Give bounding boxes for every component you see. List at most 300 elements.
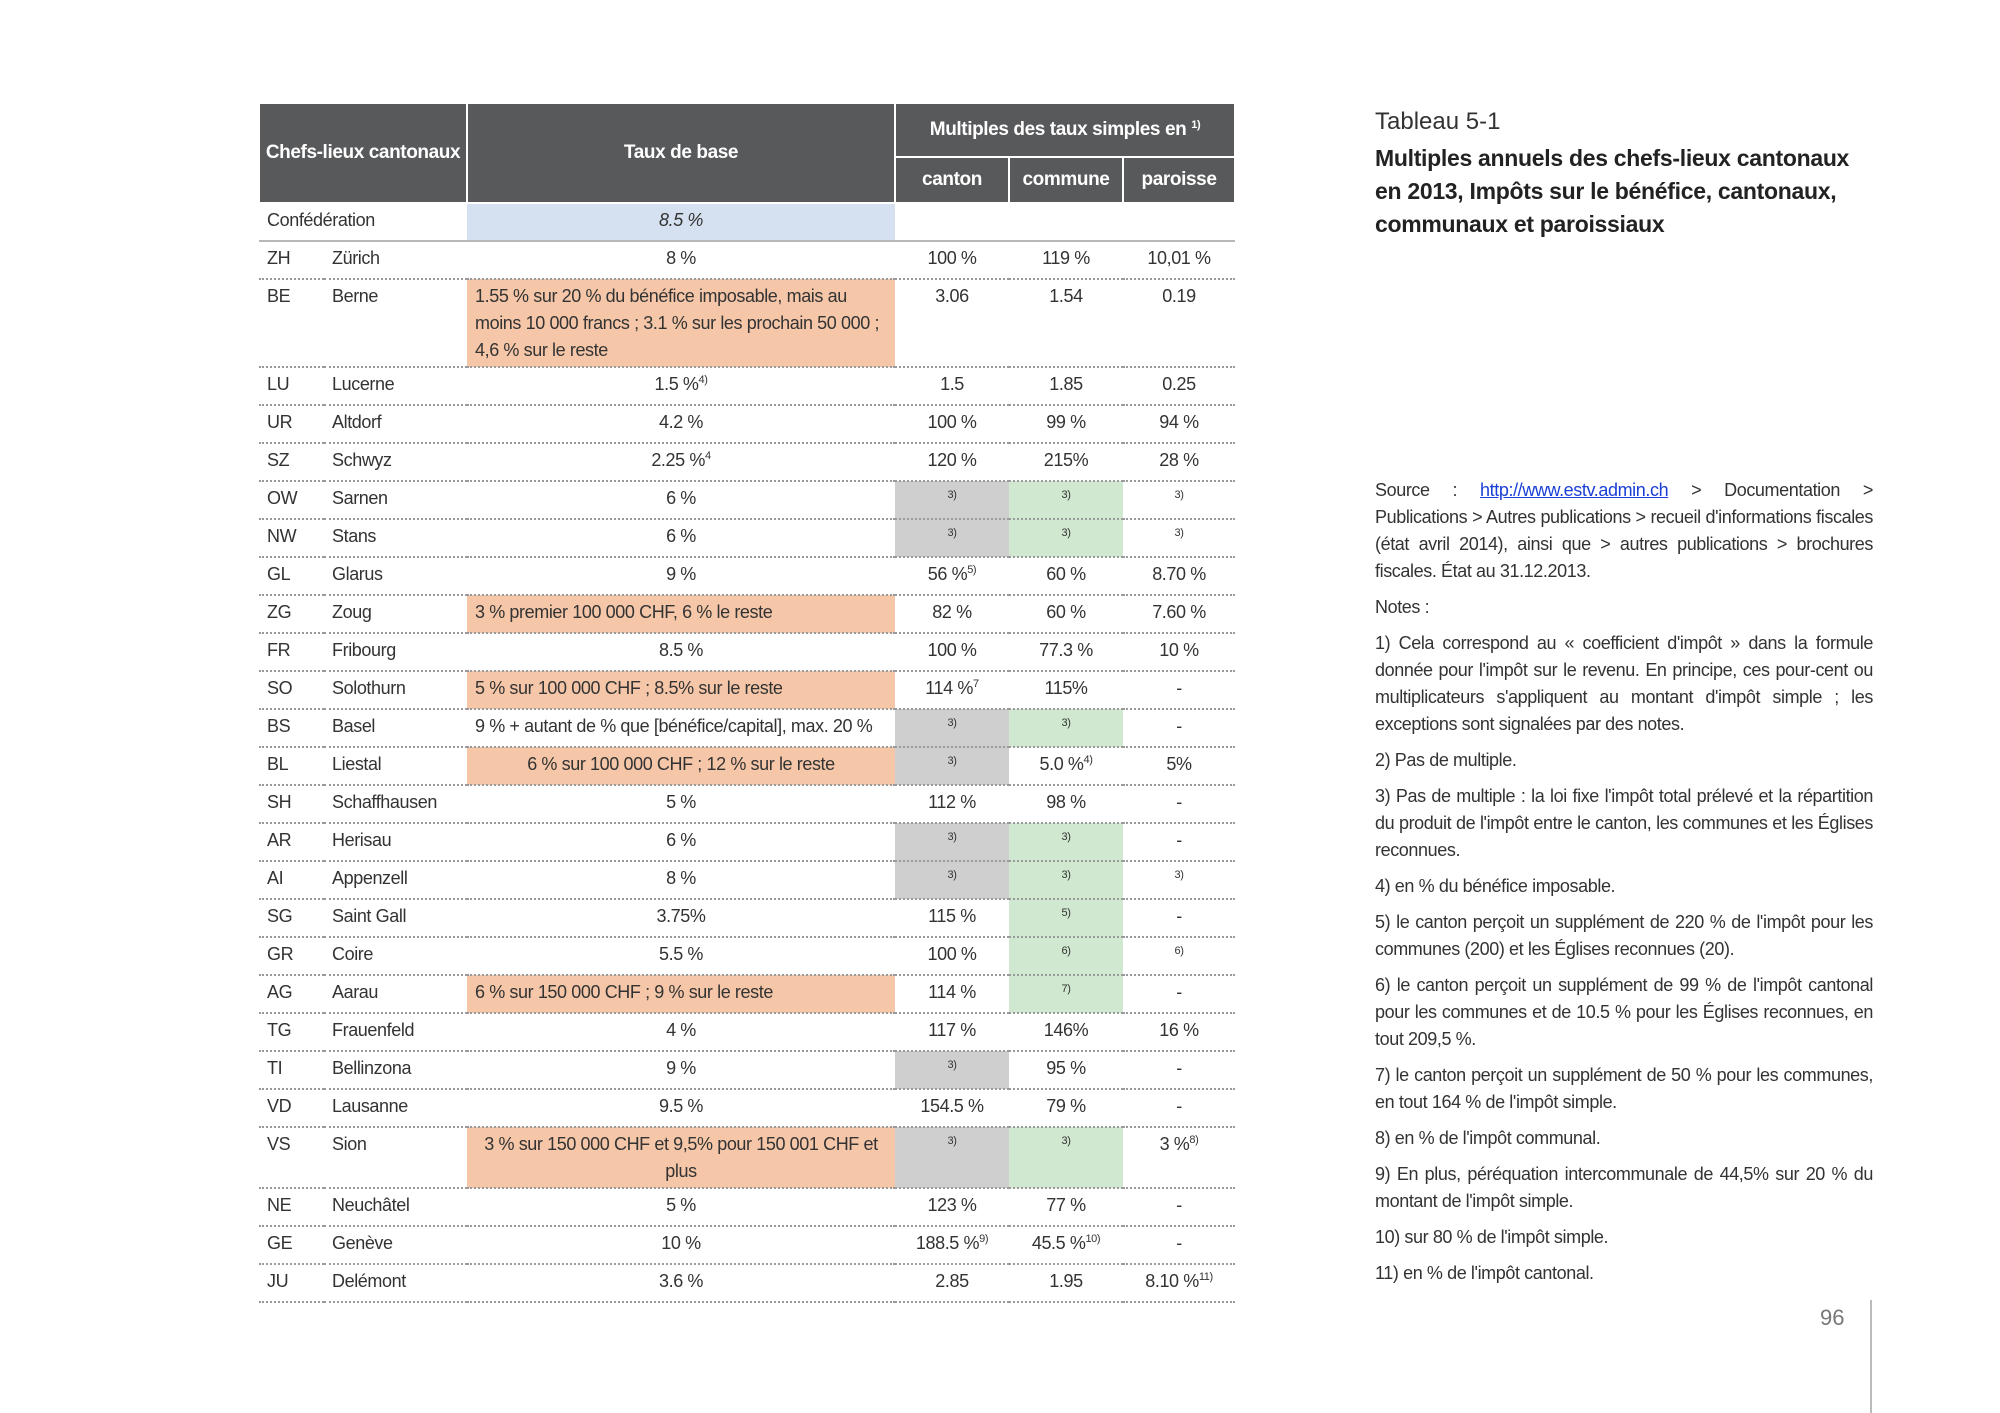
canton-multiple xyxy=(895,1188,1009,1226)
paroisse-multiple-value: 94 % xyxy=(1159,412,1199,432)
commune-multiple xyxy=(1009,1226,1123,1264)
commune-multiple xyxy=(1009,1127,1123,1188)
base-rate-note: 4 xyxy=(704,450,711,462)
city-name xyxy=(324,1013,467,1051)
table-row xyxy=(259,671,1235,709)
notes-title: Notes : xyxy=(1375,597,1430,617)
paroisse-note: 6) xyxy=(1174,945,1184,957)
city-name-value: Neuchâtel xyxy=(332,1195,410,1215)
paroisse-multiple-value: 16 % xyxy=(1159,1020,1199,1040)
city-name-value: Zoug xyxy=(332,602,372,622)
base-rate-cell-value: 5 % sur 100 000 CHF ; 8.5% sur le reste xyxy=(475,678,783,698)
city-name xyxy=(324,481,467,519)
base-rate-cell-value: 6 % xyxy=(666,526,696,546)
note-item: 9) En plus, péréquation intercommunale de 44,5% sur 20 % du montant de l'impôt simple. xyxy=(1375,1164,1873,1211)
city-name-value: Glarus xyxy=(332,564,383,584)
commune-multiple-value: 215% xyxy=(1043,450,1089,470)
table-row xyxy=(259,975,1235,1013)
canton-code-value: GR xyxy=(267,944,294,964)
paroisse-multiple-value: 0.19 xyxy=(1162,286,1196,306)
paroisse-multiple-value: 8.10 % xyxy=(1145,1271,1199,1291)
paroisse-note: 3) xyxy=(1174,489,1184,501)
city-name-value: Saint Gall xyxy=(332,906,407,926)
canton-code xyxy=(259,1226,324,1264)
note-item: 3) Pas de multiple : la loi fixe l'impôt total prélevé et la répartition du produit de l'impôt entre le canton, les communes et les Églises reconnues. xyxy=(1375,786,1873,860)
commune-multiple xyxy=(1009,975,1123,1013)
canton-multiple xyxy=(895,709,1009,747)
base-rate-cell-value: 6 % sur 150 000 CHF ; 9 % sur le reste xyxy=(475,982,773,1002)
base-rate-cell xyxy=(467,241,895,279)
city-name-value: Basel xyxy=(332,716,376,736)
canton-multiple-value: 154.5 % xyxy=(920,1096,984,1116)
city-name-value: Herisau xyxy=(332,830,392,850)
paroisse-note: 8) xyxy=(1189,1134,1199,1146)
city-name xyxy=(324,1188,467,1226)
commune-note: 3) xyxy=(1061,489,1071,501)
notes-section xyxy=(1375,477,1873,1296)
table-row xyxy=(259,595,1235,633)
city-name xyxy=(324,241,467,279)
paroisse-multiple xyxy=(1123,279,1235,367)
canton-code-value: TI xyxy=(267,1058,283,1078)
city-name xyxy=(324,519,467,557)
base-rate-cell xyxy=(467,443,895,481)
confederation-label: Confédération xyxy=(259,203,467,241)
canton-code xyxy=(259,1264,324,1302)
commune-multiple xyxy=(1009,937,1123,975)
paroisse-multiple-value: 28 % xyxy=(1159,450,1199,470)
paroisse-multiple xyxy=(1123,595,1235,633)
commune-multiple xyxy=(1009,1051,1123,1089)
canton-code xyxy=(259,747,324,785)
base-rate-cell-value: 5 % xyxy=(666,792,696,812)
canton-multiple xyxy=(895,785,1009,823)
canton-code-value: AI xyxy=(267,868,284,888)
commune-multiple xyxy=(1009,443,1123,481)
commune-multiple-value: 60 % xyxy=(1046,564,1086,584)
canton-code xyxy=(259,633,324,671)
commune-multiple-value: 119 % xyxy=(1042,248,1090,268)
paroisse-note: 3) xyxy=(1174,527,1184,539)
city-name xyxy=(324,443,467,481)
canton-multiple xyxy=(895,937,1009,975)
paroisse-note: 11) xyxy=(1198,1271,1213,1283)
base-rate-cell xyxy=(467,785,895,823)
canton-multiple-value: 120 % xyxy=(927,450,977,470)
city-name-value: Bellinzona xyxy=(332,1058,412,1078)
base-rate-cell xyxy=(467,1226,895,1264)
multiples-table xyxy=(258,102,1236,1303)
base-rate-cell xyxy=(467,519,895,557)
commune-multiple-value: 99 % xyxy=(1046,412,1086,432)
header-multiples-note: 1) xyxy=(1191,119,1201,131)
paroisse-multiple-value: - xyxy=(1176,678,1182,698)
paroisse-multiple-value: - xyxy=(1176,906,1182,926)
canton-code xyxy=(259,279,324,367)
commune-multiple xyxy=(1009,785,1123,823)
city-name xyxy=(324,785,467,823)
canton-code xyxy=(259,1013,324,1051)
table-row xyxy=(259,937,1235,975)
note-item: 6) le canton perçoit un supplément de 99 % de l'impôt cantonal pour les communes et de 10.5 % pour les Églises reconnues, en tout 209,5 %. xyxy=(1375,975,1873,1049)
canton-multiple xyxy=(895,241,1009,279)
paroisse-multiple xyxy=(1123,519,1235,557)
canton-multiple xyxy=(895,405,1009,443)
canton-code-value: VS xyxy=(267,1134,291,1154)
table-row xyxy=(259,785,1235,823)
base-rate-cell-value: 6 % xyxy=(666,830,696,850)
commune-note: 5) xyxy=(1061,907,1071,919)
canton-multiple xyxy=(895,519,1009,557)
paroisse-multiple xyxy=(1123,1089,1235,1127)
table-row xyxy=(259,1089,1235,1127)
paroisse-multiple xyxy=(1123,785,1235,823)
city-name-value: Appenzell xyxy=(332,868,408,888)
table-row xyxy=(259,1188,1235,1226)
table-row xyxy=(259,367,1235,405)
base-rate-cell-value: 9 % xyxy=(666,564,696,584)
canton-code-value: ZH xyxy=(267,248,291,268)
canton-multiple-value: 100 % xyxy=(927,640,977,660)
paroisse-multiple-value: - xyxy=(1176,792,1182,812)
page-number: 96 xyxy=(1820,1305,1845,1330)
city-name xyxy=(324,861,467,899)
table-row xyxy=(259,823,1235,861)
commune-note: 4) xyxy=(1083,754,1093,766)
canton-code xyxy=(259,671,324,709)
city-name-value: Fribourg xyxy=(332,640,396,660)
canton-code xyxy=(259,785,324,823)
canton-note: 3) xyxy=(947,1135,957,1147)
commune-note: 3) xyxy=(1061,831,1071,843)
base-rate-cell-value: 8 % xyxy=(666,248,696,268)
canton-code xyxy=(259,975,324,1013)
canton-multiple xyxy=(895,861,1009,899)
note-item: 2) Pas de multiple. xyxy=(1375,750,1517,770)
table-row xyxy=(259,709,1235,747)
table-row xyxy=(259,861,1235,899)
base-rate-cell xyxy=(467,1188,895,1226)
commune-note: 10) xyxy=(1085,1233,1101,1245)
base-rate-cell-value: 4 % xyxy=(666,1020,696,1040)
table-row xyxy=(259,279,1235,367)
commune-multiple xyxy=(1009,823,1123,861)
base-rate-cell xyxy=(467,557,895,595)
canton-multiple-value: 114 % xyxy=(928,982,976,1002)
canton-multiple xyxy=(895,671,1009,709)
commune-multiple xyxy=(1009,899,1123,937)
canton-code xyxy=(259,367,324,405)
canton-multiple xyxy=(895,557,1009,595)
canton-code xyxy=(259,899,324,937)
canton-note: 3) xyxy=(947,869,957,881)
base-rate-cell-value: 3 % sur 150 000 CHF et 9,5% pour 150 001 CHF et plus xyxy=(484,1134,878,1181)
base-rate-cell xyxy=(467,1013,895,1051)
canton-multiple-value: 1.5 xyxy=(940,374,964,394)
table-body xyxy=(259,203,1235,1302)
base-rate-cell-value: 6 % sur 100 000 CHF ; 12 % sur le reste xyxy=(527,754,835,774)
canton-code xyxy=(259,595,324,633)
commune-note: 7) xyxy=(1061,983,1071,995)
commune-multiple-value: 45.5 % xyxy=(1031,1233,1086,1253)
city-name xyxy=(324,937,467,975)
canton-code-value: JU xyxy=(267,1271,289,1291)
table-row xyxy=(259,1051,1235,1089)
commune-multiple xyxy=(1009,519,1123,557)
confederation-rate: 8.5 % xyxy=(467,203,895,241)
commune-multiple-value: 77 % xyxy=(1046,1195,1086,1215)
table-row xyxy=(259,405,1235,443)
canton-code-value: BL xyxy=(267,754,289,774)
base-rate-cell xyxy=(467,633,895,671)
city-name-value: Lucerne xyxy=(332,374,395,394)
canton-code-value: BS xyxy=(267,716,291,736)
canton-multiple-value: 114 % xyxy=(925,678,973,698)
canton-code-value: GL xyxy=(267,564,291,584)
base-rate-cell xyxy=(467,279,895,367)
canton-multiple xyxy=(895,1127,1009,1188)
commune-multiple xyxy=(1009,861,1123,899)
paroisse-multiple xyxy=(1123,1051,1235,1089)
city-name-value: Sarnen xyxy=(332,488,388,508)
city-name-value: Zürich xyxy=(332,248,380,268)
canton-multiple xyxy=(895,443,1009,481)
paroisse-multiple xyxy=(1123,823,1235,861)
canton-multiple xyxy=(895,1264,1009,1302)
canton-code-value: VD xyxy=(267,1096,292,1116)
canton-code-value: SO xyxy=(267,678,293,698)
city-name-value: Coire xyxy=(332,944,374,964)
city-name xyxy=(324,595,467,633)
city-name-value: Altdorf xyxy=(332,412,382,432)
paroisse-note: 3) xyxy=(1174,869,1184,881)
note-item: 4) en % du bénéfice imposable. xyxy=(1375,876,1616,896)
canton-code-value: AG xyxy=(267,982,293,1002)
base-rate-cell-value: 1.55 % sur 20 % du bénéfice imposable, mais au moins 10 000 francs ; 3.1 % sur les prochain 50 000 ; 4,6 % sur le reste xyxy=(475,286,880,360)
city-name-value: Frauenfeld xyxy=(332,1020,415,1040)
base-rate-cell-value: 3.6 % xyxy=(658,1271,704,1291)
commune-multiple xyxy=(1009,595,1123,633)
city-name xyxy=(324,1264,467,1302)
header-multiples-label: Multiples des taux simples en xyxy=(929,119,1187,140)
base-rate-cell xyxy=(467,1089,895,1127)
canton-code xyxy=(259,481,324,519)
city-name-value: Lausanne xyxy=(332,1096,408,1116)
paroisse-multiple-value: 3 % xyxy=(1159,1134,1190,1154)
commune-multiple xyxy=(1009,747,1123,785)
canton-multiple xyxy=(895,1013,1009,1051)
header-base-rate: Taux de base xyxy=(467,103,895,203)
canton-multiple-value: 117 % xyxy=(928,1020,976,1040)
canton-code-value: UR xyxy=(267,412,293,432)
canton-code xyxy=(259,1089,324,1127)
canton-multiple-value: 3.06 xyxy=(935,286,969,306)
note-item: 8) en % de l'impôt communal. xyxy=(1375,1128,1601,1148)
base-rate-cell-value: 8 % xyxy=(666,868,696,888)
paroisse-multiple-value: - xyxy=(1176,1233,1182,1253)
table-row xyxy=(259,519,1235,557)
commune-multiple-value: 1.54 xyxy=(1049,286,1083,306)
city-name xyxy=(324,367,467,405)
commune-multiple-value: 98 % xyxy=(1046,792,1086,812)
base-rate-cell xyxy=(467,1264,895,1302)
canton-code-value: TG xyxy=(267,1020,292,1040)
paroisse-multiple-value: 8.70 % xyxy=(1152,564,1206,584)
city-name-value: Schaffhausen xyxy=(332,792,437,812)
city-name xyxy=(324,823,467,861)
canton-note: 3) xyxy=(947,755,957,767)
paroisse-multiple xyxy=(1123,1127,1235,1188)
paroisse-multiple xyxy=(1123,1188,1235,1226)
canton-code xyxy=(259,519,324,557)
city-name-value: Berne xyxy=(332,286,379,306)
paroisse-multiple-value: 10 % xyxy=(1159,640,1199,660)
caption-label: Tableau 5-1 xyxy=(1375,108,1501,135)
commune-multiple-value: 5.0 % xyxy=(1039,754,1084,774)
canton-code xyxy=(259,823,324,861)
city-name xyxy=(324,899,467,937)
table-row xyxy=(259,557,1235,595)
canton-code-value: SG xyxy=(267,906,293,926)
base-rate-cell-value: 3.75% xyxy=(656,906,706,926)
table-row xyxy=(259,1226,1235,1264)
base-rate-cell xyxy=(467,671,895,709)
canton-code xyxy=(259,709,324,747)
canton-multiple-value: 100 % xyxy=(927,248,977,268)
commune-multiple xyxy=(1009,633,1123,671)
canton-code-value: BE xyxy=(267,286,291,306)
source-link[interactable]: http://www.estv.admin.ch xyxy=(1480,480,1669,500)
canton-code xyxy=(259,443,324,481)
table-row xyxy=(259,1127,1235,1188)
canton-multiple xyxy=(895,1089,1009,1127)
paroisse-multiple-value: - xyxy=(1176,1058,1182,1078)
city-name xyxy=(324,671,467,709)
base-rate-cell xyxy=(467,1051,895,1089)
commune-multiple-value: 95 % xyxy=(1046,1058,1086,1078)
commune-multiple-value: 146% xyxy=(1043,1020,1089,1040)
table-header xyxy=(259,103,1235,203)
city-name xyxy=(324,709,467,747)
base-rate-cell xyxy=(467,481,895,519)
commune-multiple-value: 77.3 % xyxy=(1039,640,1093,660)
table-row xyxy=(259,633,1235,671)
commune-note: 3) xyxy=(1061,717,1071,729)
canton-multiple xyxy=(895,279,1009,367)
commune-multiple xyxy=(1009,367,1123,405)
canton-multiple xyxy=(895,595,1009,633)
paroisse-multiple-value: 0.25 xyxy=(1162,374,1196,394)
table-row xyxy=(259,899,1235,937)
city-name-value: Delémont xyxy=(332,1271,406,1291)
base-rate-cell-value: 6 % xyxy=(666,488,696,508)
paroisse-multiple xyxy=(1123,633,1235,671)
note-item: 7) le canton perçoit un supplément de 50 % pour les communes, en tout 164 % de l'impôt simple. xyxy=(1375,1065,1873,1112)
commune-note: 3) xyxy=(1061,869,1071,881)
commune-multiple-value: 1.85 xyxy=(1049,374,1083,394)
table-row xyxy=(259,481,1235,519)
paroisse-multiple-value: - xyxy=(1176,1195,1182,1215)
canton-code-value: NW xyxy=(267,526,297,546)
paroisse-multiple xyxy=(1123,557,1235,595)
base-rate-cell xyxy=(467,747,895,785)
table-row xyxy=(259,443,1235,481)
city-name xyxy=(324,1089,467,1127)
canton-multiple xyxy=(895,367,1009,405)
header-paroisse: paroisse xyxy=(1123,157,1235,203)
table-row-confederation xyxy=(259,203,1235,241)
canton-multiple xyxy=(895,747,1009,785)
commune-multiple-value: 60 % xyxy=(1046,602,1086,622)
commune-multiple xyxy=(1009,671,1123,709)
source-rest: > Documentation > Publications > Autres publications > recueil d'informations fiscales (état avril 2014), ainsi que > autres publications > brochures fiscales. État au 31.12.2013. xyxy=(1375,480,1873,581)
base-rate-cell xyxy=(467,899,895,937)
canton-note: 9) xyxy=(979,1233,989,1245)
base-rate-cell-value: 3 % premier 100 000 CHF, 6 % le reste xyxy=(475,602,773,622)
canton-note: 3) xyxy=(947,831,957,843)
paroisse-multiple xyxy=(1123,975,1235,1013)
paroisse-multiple-value: - xyxy=(1176,1096,1182,1116)
city-name xyxy=(324,279,467,367)
city-name-value: Schwyz xyxy=(332,450,392,470)
paroisse-multiple xyxy=(1123,367,1235,405)
commune-multiple xyxy=(1009,279,1123,367)
note-item: 1) Cela correspond au « coefficient d'impôt » dans la formule donnée pour l'impôt sur le revenu. En principe, ces pour-cent ou multiplicateurs s'appliquent au montant d'impôt simple ; les exceptions sont signalées par des notes. xyxy=(1375,633,1873,734)
canton-multiple-value: 56 % xyxy=(927,564,968,584)
city-name xyxy=(324,975,467,1013)
canton-note: 3) xyxy=(947,717,957,729)
paroisse-multiple xyxy=(1123,405,1235,443)
base-rate-note: 4) xyxy=(698,374,708,386)
page-rule xyxy=(1870,1300,1872,1413)
base-rate-cell-value: 9.5 % xyxy=(658,1096,704,1116)
commune-multiple-value: 79 % xyxy=(1046,1096,1086,1116)
canton-code xyxy=(259,1127,324,1188)
source-prefix: Source : xyxy=(1375,480,1481,500)
paroisse-multiple xyxy=(1123,1013,1235,1051)
table-row xyxy=(259,241,1235,279)
canton-code-value: FR xyxy=(267,640,291,660)
canton-note: 3) xyxy=(947,527,957,539)
paroisse-multiple-value: 5% xyxy=(1166,754,1192,774)
canton-code-value: ZG xyxy=(267,602,292,622)
city-name-value: Stans xyxy=(332,526,377,546)
canton-multiple xyxy=(895,1226,1009,1264)
commune-multiple xyxy=(1009,241,1123,279)
commune-multiple-value: 115% xyxy=(1044,678,1088,698)
canton-code xyxy=(259,557,324,595)
city-name-value: Solothurn xyxy=(332,678,406,698)
canton-note: 3) xyxy=(947,489,957,501)
paroisse-multiple xyxy=(1123,709,1235,747)
commune-note: 3) xyxy=(1061,1135,1071,1147)
base-rate-cell-value: 5.5 % xyxy=(658,944,704,964)
canton-multiple xyxy=(895,899,1009,937)
canton-code-value: SH xyxy=(267,792,292,812)
canton-code-value: AR xyxy=(267,830,292,850)
base-rate-cell-value: 9 % xyxy=(666,1058,696,1078)
base-rate-cell xyxy=(467,861,895,899)
note-item: 10) sur 80 % de l'impôt simple. xyxy=(1375,1227,1609,1247)
base-rate-cell-value: 1.5 % xyxy=(654,374,699,394)
canton-note: 7 xyxy=(972,678,979,690)
paroisse-multiple xyxy=(1123,937,1235,975)
commune-multiple xyxy=(1009,1089,1123,1127)
commune-multiple xyxy=(1009,1013,1123,1051)
canton-code xyxy=(259,241,324,279)
paroisse-multiple xyxy=(1123,241,1235,279)
city-name xyxy=(324,557,467,595)
